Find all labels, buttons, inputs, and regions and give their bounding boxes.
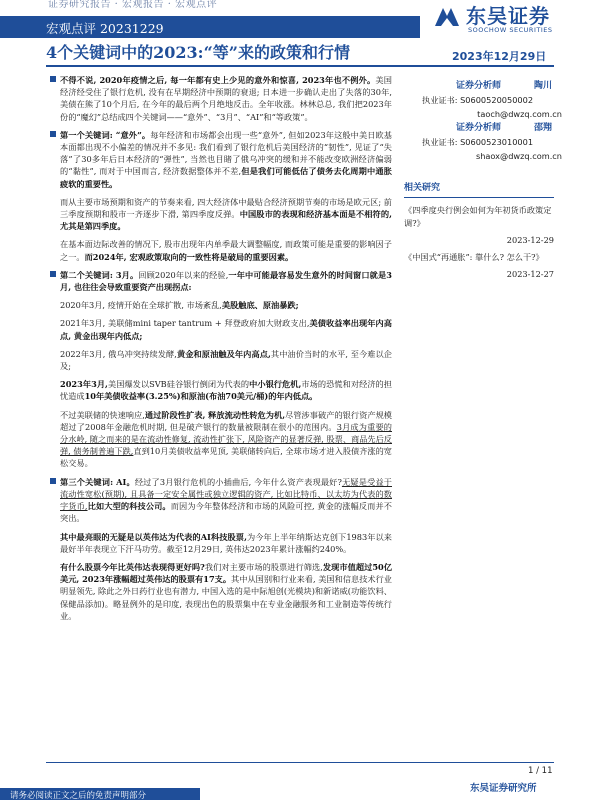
paragraph-keyword-1 bbox=[60, 129, 392, 190]
paragraph-2022 bbox=[60, 348, 392, 372]
page-number: 1 / 11 bbox=[528, 766, 553, 776]
policy-emphasis: 而2024年, 宏观政策取向的一致性将是破局的重要因素。 bbox=[84, 251, 294, 262]
year-2022-emphasis: 黄金和原油触及年内高点, bbox=[176, 348, 271, 359]
keyword-2-emphasis: 一年中可能最容易发生意外的时间窗口就是3月, 也往往会导致重要资产出现拐点: bbox=[60, 269, 392, 293]
paragraph-2023 bbox=[60, 378, 392, 402]
footer-divider bbox=[46, 762, 554, 763]
year-2023-emphasis-2: 10年美债收益率(3.25%)和原油(布油70美元/桶)的年内低点。 bbox=[84, 391, 318, 402]
year-2021-emphasis: 美债收益率出现年内高点, 黄金出现年内低点; bbox=[60, 318, 392, 341]
analyst-2-role: 证券分析师 bbox=[456, 123, 502, 133]
related-item-date: 2023-12-29 bbox=[506, 235, 554, 245]
paragraph-fed bbox=[60, 409, 392, 470]
screening-text-2: 其中从国别和行业来看, 美国和信息技术行业明显领先, 除此之外日药行业也有潜力, 中国入选的是中际旭创(光模块)和新诺威(功能饮料、保健品添加)。略显例外的是印度, 表现出色的股票集中在专业金融服务和工业制造等传统行业。 bbox=[60, 574, 392, 621]
report-type-text: 证券研究报告 · 宏观报告 · 宏观点评 bbox=[48, 0, 218, 10]
keyword-1-emphasis: 但是我们可能低估了债务去化周期中通胀疲软的重要性。 bbox=[60, 166, 392, 189]
bullet-square-icon bbox=[50, 76, 56, 82]
fed-emphasis: 通过阶段性扩表, 释放流动性转危为机, bbox=[144, 409, 286, 420]
keyword-1-lead: 第一个关键词: “意外”。 bbox=[60, 129, 151, 140]
analyst-2-header bbox=[422, 122, 562, 136]
report-title: 4个关键词中的2023:“等”来的政策和行情 bbox=[46, 43, 350, 62]
disclaimer-text: 请务必阅读正文之后的免责声明部分 bbox=[10, 791, 147, 800]
company-logo bbox=[432, 0, 582, 40]
paragraph-policy bbox=[60, 238, 392, 262]
intro-text: 美国经济经受住了银行危机, 没有在早期经济中预期的衰退; 日本进一步确认走出了失落的30年, 美债在熊了10个月后, 在今年的最后两个月绝地反击。全年收涨。林林总总, 我们把2023年份的“魔幻”总结成四个关键词——“意外”、“3月”、“AI”和“等政策”。 bbox=[60, 75, 392, 122]
title-divider bbox=[46, 65, 554, 67]
screening-emphasis: 发现市值超过50亿美元, 2023年涨幅超过英伟达的股票有17支。 bbox=[60, 561, 392, 585]
markets-text: 而从主要市场预期和资产的节奏来看, 四大经济体中最贴合经济预期节奏的市场是欧元区; 前三季度预期和股市一齐逐步下滑, 第四季度反弹。 bbox=[60, 196, 392, 220]
year-2023-text-2: 市场的恐慌和对经济的担忧造成 bbox=[60, 379, 392, 402]
related-heading: 相关研究 bbox=[404, 183, 441, 193]
publish-date: 2023年12月29日 bbox=[452, 50, 547, 63]
year-2023-emphasis: 中小银行危机, bbox=[249, 379, 302, 390]
analyst-1-cert: 执业证书: S0600520050002 bbox=[422, 95, 534, 105]
logo-en: SOOCHOW SECURITIES bbox=[468, 26, 553, 34]
fed-text-2: 尽管涉事破产的银行资产规模超过了2008年金融危机时期, 但是破产银行的数量被限制在很小的范围内。 bbox=[60, 409, 392, 432]
analyst-2-name: 邵翔 bbox=[534, 123, 553, 133]
paragraph-screening bbox=[60, 561, 392, 622]
analyst-block bbox=[422, 80, 562, 164]
keyword-3-underline: 无疑是受益于流动性宽松(预期), 且具备一定安全属性或独立逻辑的资产, 比如比特币、以太坊为代表的数字货币, bbox=[60, 476, 392, 512]
keyword-3-emphasis: 比如大型的科技公司。 bbox=[87, 501, 171, 512]
related-item-title[interactable]: 《中国式“再通胀”: 靠什么? 怎么干?》 bbox=[404, 252, 544, 262]
year-2020-text: 2020年3月, 疫情开始在全球扩散, 市场紊乱, bbox=[60, 300, 222, 311]
screening-lead: 有什么股票今年比英伟达表现得更好吗? bbox=[60, 561, 205, 572]
related-item[interactable] bbox=[404, 251, 554, 281]
paragraph-keyword-2 bbox=[60, 269, 392, 293]
paragraph-2020 bbox=[60, 299, 392, 311]
year-2021-text: 2021年3月, 美联储mini taper tantrum + 拜登政府加大财政支出, bbox=[60, 318, 310, 329]
paragraph-nvidia bbox=[60, 531, 392, 555]
keyword-3-text-2: 而因为今年整体经济和市场的风险可控, 黄金的涨幅反而并不突出。 bbox=[60, 501, 392, 524]
markets-emphasis: 中国股市的表现和经济基本面是不相符的, 尤其是第四季度。 bbox=[60, 209, 392, 232]
keyword-2-lead: 第二个关键词: 3月。 bbox=[60, 269, 139, 280]
nvidia-text: 为今年上半年纳斯达克创下1983年以来最好半年表现立下汗马功劳。截至12月29日, 英伟达2023年累计涨幅约240%。 bbox=[60, 531, 392, 554]
related-item[interactable] bbox=[404, 204, 554, 247]
paragraph-2021 bbox=[60, 317, 392, 341]
related-divider bbox=[404, 197, 554, 198]
year-2023-text: 美国爆发以SVB硅谷银行倒闭为代表的 bbox=[107, 379, 250, 390]
report-date-text: 宏观点评 20231229 bbox=[46, 21, 164, 36]
year-2022-text-2: 其中油价当时的水平, 至今难以企及; bbox=[60, 348, 392, 372]
intro-lead: 不得不说, 2020年疫情之后, 每一年都有史上少见的意外和惊喜, 2023年也不例外。 bbox=[60, 75, 376, 85]
paragraph-keyword-3 bbox=[60, 476, 392, 525]
bullet-square-icon bbox=[50, 271, 56, 277]
fed-text: 不过美联储的快速响应, bbox=[60, 409, 145, 420]
bullet-square-icon bbox=[50, 131, 56, 137]
footer-company: 东吴证券研究所 bbox=[470, 783, 537, 794]
paragraph-intro bbox=[60, 74, 392, 123]
keyword-1-text: 每年经济和市场都会出现一些“意外”, 但如2023年这般中美日欧基本面都出现不小偏差的情况并不多见: 我们看到了银行危机后美国经济的“韧性”, 见证了“失落”了30多年后日本经济的“弹性”, 当然也目睹了俄乌冲突的缓和并不能改变欧洲经济偏弱的“黏性”, 而对于中国而言, 经济数据整体并不差, bbox=[60, 129, 392, 177]
year-2023-lead: 2023年3月, bbox=[60, 379, 108, 390]
fed-underline: 3月成为重要的分水岭, 随之而来的是在流动性修复, 流动性扩张下, 风险资产的显著反弹, 股票、商品先后反弹, 债务制普遍下跌, bbox=[60, 421, 392, 457]
analyst-1-header bbox=[422, 80, 562, 94]
nvidia-emphasis: 其中最亮眼的无疑是以英伟达为代表的AI科技股票, bbox=[60, 531, 247, 542]
logo-cn: 东吴证券 bbox=[466, 4, 550, 28]
year-2022-text: 2022年3月, 俄乌冲突持续发酵, bbox=[60, 348, 177, 359]
related-item-title[interactable]: 《四季度央行例会如何为年初货币政策定调?》 bbox=[404, 205, 552, 228]
related-item-date: 2023-12-27 bbox=[506, 269, 554, 279]
bullet-square-icon bbox=[50, 478, 56, 484]
screening-text: 我们对主要市场的股票进行筛选, bbox=[204, 561, 323, 572]
analyst-1-name: 陶川 bbox=[534, 81, 553, 91]
analyst-1-role: 证券分析师 bbox=[456, 81, 502, 91]
report-body bbox=[60, 74, 392, 628]
analyst-2-cert: 执业证书: S0600523010001 bbox=[422, 137, 534, 147]
report-date-band bbox=[0, 16, 420, 38]
policy-text: 在基本面边际改善的情况下, 股市出现年内单季最大调整幅度, 而政策可能是重要的影响因子之一。 bbox=[60, 239, 392, 262]
keyword-3-text: 经过了3月银行危机的小插曲后, 今年什么资产表现最好? bbox=[134, 476, 342, 487]
disclaimer-band bbox=[0, 788, 200, 800]
logo-mark-icon bbox=[432, 2, 462, 32]
fed-text-3: 直到10月美债收益率见顶, 美联储转向后, 全球市场才进入股债齐涨的宽松交易。 bbox=[60, 446, 392, 469]
analyst-2-email[interactable]: shaox@dwzq.com.cn bbox=[475, 151, 562, 161]
related-research bbox=[404, 180, 554, 285]
keyword-3-lead: 第三个关键词: AI。 bbox=[60, 476, 135, 487]
keyword-2-text: 回顾2020年以来的经验, bbox=[138, 269, 229, 280]
year-2020-emphasis: 美股触底、原油暴跌; bbox=[221, 300, 299, 311]
paragraph-markets bbox=[60, 196, 392, 233]
analyst-1-email[interactable]: taoch@dwzq.com.cn bbox=[477, 109, 562, 119]
